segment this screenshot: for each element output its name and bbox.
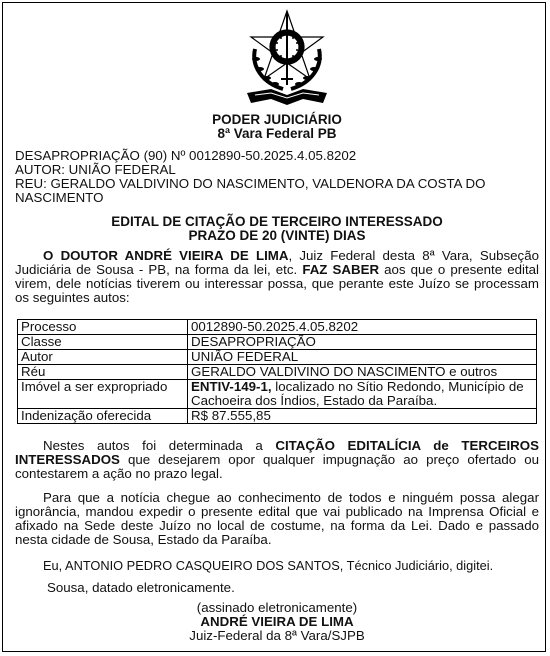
table-row xyxy=(18,365,537,380)
table-value: UNIÃO FEDERAL xyxy=(188,350,537,365)
property-code: ENTIV-149-1, xyxy=(191,379,272,394)
signature-name: ANDRÉ VIEIRA DE LIMA xyxy=(200,614,354,629)
intro-text-a: , Juiz Federal desta 8ª Vara, Subseção Judiciária de Sousa - PB, na forma da lei, etc. xyxy=(15,248,539,277)
defendant-line: REU: GERALDO VALDIVINO DO NASCIMENTO, VALDENORA DA COSTA DO xyxy=(15,176,486,191)
signature-role: Juiz-Federal da 8ª Vara/SJPB xyxy=(189,628,365,643)
date-paragraph: Sousa, datado eletronicamente. xyxy=(47,580,235,595)
signature-block xyxy=(15,601,539,643)
property-location: localizado no Sítio Redondo, Município de Cachoeira dos Índios, Estado da Paraíba. xyxy=(191,379,524,408)
table-value: 0012890-50.2025.4.05.8202 xyxy=(188,320,537,335)
table-key: Processo xyxy=(18,320,188,335)
brazil-coat-of-arms-emblem xyxy=(241,9,333,109)
judge-name: O DOUTOR ANDRÉ VIEIRA DE LIMA xyxy=(43,248,289,263)
table-value: GERALDO VALDIVINO DO NASCIMENTO e outros xyxy=(188,365,537,380)
table-row xyxy=(18,350,537,365)
court-division: 8ª Vara Federal PB xyxy=(217,126,337,141)
edital-title: EDITAL DE CITAÇÃO DE TERCEIRO INTERESSADO xyxy=(111,214,443,229)
publication-paragraph: Para que a notícia chegue ao conhecimento de todos e ninguém possa alegar ignorância, mandou expedir o presente edital que vai publicado na Imprensa Oficial e afixado na Sede deste Juízo no local de costume, na forma da Lei. Dado e passado nesta cidade de Sousa, Estado da Paraíba. xyxy=(15,490,539,547)
table-key: Autor xyxy=(18,350,188,365)
table-value: R$ 87.555,85 xyxy=(188,409,537,424)
defendant-line-continued: NASCIMENTO xyxy=(15,190,104,205)
signature-note: (assinado eletronicamente) xyxy=(196,600,358,615)
document-frame xyxy=(2,2,546,652)
table-row xyxy=(18,335,537,350)
table-value: DESAPROPRIAÇÃO xyxy=(188,335,537,350)
author-line: AUTOR: UNIÃO FEDERAL xyxy=(15,162,176,177)
citation-bold: CITAÇÃO EDITALÍCIA de TERCEIROS INTERESSADOS xyxy=(15,438,539,467)
table-key: Réu xyxy=(18,365,188,380)
edital-deadline: PRAZO DE 20 (VINTE) DIAS xyxy=(188,228,366,243)
citation-paragraph xyxy=(15,439,539,481)
typist-paragraph: Eu, ANTONIO PEDRO CASQUEIRO DOS SANTOS, Técnico Judiciário, digitei. xyxy=(43,558,494,573)
court-name: PODER JUDICIÁRIO xyxy=(212,112,342,127)
process-block xyxy=(15,149,539,205)
process-line: DESAPROPRIAÇÃO (90) Nº 0012890-50.2025.4.05.8202 xyxy=(15,148,357,163)
table-key: Classe xyxy=(18,335,188,350)
intro-paragraph xyxy=(15,249,539,305)
table-row xyxy=(18,409,537,424)
faz-saber: FAZ SABER xyxy=(302,262,380,277)
table-key: Indenização oferecida xyxy=(18,409,188,424)
table-row xyxy=(18,380,537,409)
case-info-table xyxy=(17,319,537,424)
table-row xyxy=(18,320,537,335)
citation-text-b: que desejarem opor qualquer impugnação ao preço ofertado ou contestarem a ação no prazo legal. xyxy=(15,452,539,481)
citation-text-a: Nestes autos foi determinada a xyxy=(43,438,276,453)
table-value xyxy=(188,380,537,409)
intro-text-b: aos que o presente edital virem, dele notícias tiverem ou interessar possa, que perante este Juízo se processam os seguintes autos: xyxy=(15,262,540,305)
table-key: Imóvel a ser expropriado xyxy=(18,380,188,409)
